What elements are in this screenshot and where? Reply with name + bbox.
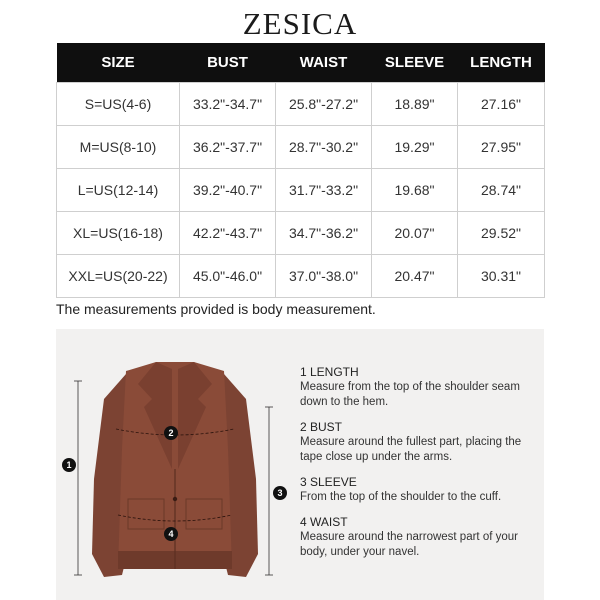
measurement-guide-panel xyxy=(56,329,544,600)
cell-waist: 25.8"-27.2" xyxy=(276,83,372,126)
header-bust: BUST xyxy=(180,43,276,83)
cell-length: 27.95" xyxy=(458,126,545,169)
header-sleeve: SLEEVE xyxy=(372,43,458,83)
cell-length: 29.52" xyxy=(458,212,545,255)
cell-waist: 37.0"-38.0" xyxy=(276,255,372,298)
table-row xyxy=(57,169,545,212)
table-row xyxy=(57,83,545,126)
instruction-desc: From the top of the shoulder to the cuff. xyxy=(300,491,502,503)
cell-waist: 28.7"-30.2" xyxy=(276,126,372,169)
measurement-instructions xyxy=(300,365,540,570)
cell-size: XXL=US(20-22) xyxy=(57,255,180,298)
instruction-title: 3 SLEEVE xyxy=(300,475,357,489)
instruction-desc: Measure around the fullest part, placing the tape close up under the arms. xyxy=(300,436,522,463)
instruction-desc: Measure around the narrowest part of your body, under your navel. xyxy=(300,531,518,558)
cell-sleeve: 20.07" xyxy=(372,212,458,255)
waist-badge: 4 xyxy=(164,527,178,541)
instruction-desc: Measure from the top of the shoulder seam down to the hem. xyxy=(300,381,520,408)
cell-length: 27.16" xyxy=(458,83,545,126)
cell-size: S=US(4-6) xyxy=(57,83,180,126)
bust-badge: 2 xyxy=(164,426,178,440)
header-length: LENGTH xyxy=(458,43,545,83)
header-waist: WAIST xyxy=(276,43,372,83)
header-size: SIZE xyxy=(57,43,180,83)
cell-sleeve: 20.47" xyxy=(372,255,458,298)
instruction-title: 4 WAIST xyxy=(300,515,348,529)
cell-waist: 31.7"-33.2" xyxy=(276,169,372,212)
instruction-title: 1 LENGTH xyxy=(300,365,359,379)
brand-logo: ZESICA xyxy=(242,6,358,41)
sleeve-badge: 3 xyxy=(273,486,287,500)
measurement-note: The measurements provided is body measurement. xyxy=(56,301,376,317)
table-row xyxy=(57,212,545,255)
cell-size: M=US(8-10) xyxy=(57,126,180,169)
cell-length: 28.74" xyxy=(458,169,545,212)
length-badge: 1 xyxy=(62,458,76,472)
cell-bust: 33.2"-34.7" xyxy=(180,83,276,126)
cell-bust: 45.0"-46.0" xyxy=(180,255,276,298)
table-header-row xyxy=(57,43,545,83)
cell-sleeve: 19.68" xyxy=(372,169,458,212)
cell-size: L=US(12-14) xyxy=(57,169,180,212)
cell-bust: 36.2"-37.7" xyxy=(180,126,276,169)
cell-bust: 39.2"-40.7" xyxy=(180,169,276,212)
cell-sleeve: 19.29" xyxy=(372,126,458,169)
instruction-bust xyxy=(300,420,540,465)
instruction-length xyxy=(300,365,540,410)
size-chart-table xyxy=(56,43,545,298)
instruction-title: 2 BUST xyxy=(300,420,343,434)
table-row xyxy=(57,126,545,169)
instruction-sleeve xyxy=(300,475,540,505)
cell-size: XL=US(16-18) xyxy=(57,212,180,255)
table-row xyxy=(57,255,545,298)
instruction-waist xyxy=(300,515,540,560)
cell-length: 30.31" xyxy=(458,255,545,298)
cell-sleeve: 18.89" xyxy=(372,83,458,126)
cell-waist: 34.7"-36.2" xyxy=(276,212,372,255)
cell-bust: 42.2"-43.7" xyxy=(180,212,276,255)
